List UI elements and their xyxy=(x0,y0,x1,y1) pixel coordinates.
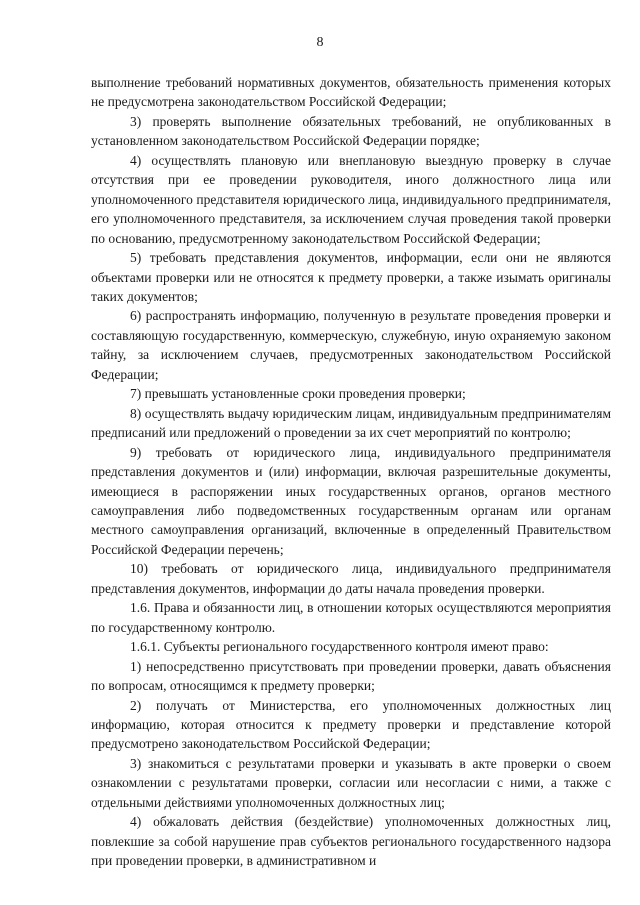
paragraph-item-4: 4) осуществлять плановую или внеплановую выездную проверку в случае отсутствия при ее проведении руководителя, иного должностного лица или уполномоченного представителя юридического лица, индивидуального предпринимателя, его уполномоченного представителя, за исключением случая проведения такой проверки по основанию, предусмотренному законодательством Российской Федерации; xyxy=(91,152,611,246)
right-item-2: 2) получать от Министерства, его уполномоченных должностных лиц информацию, которая относится к предмету проверки и представление которой предусмотрено законодательством Российской Федерации; xyxy=(91,697,611,752)
paragraph-item-10: 10) требовать от юридического лица, индивидуального предпринимателя представления документов, информации до даты начала проведения проверки. xyxy=(91,561,611,596)
right-item-1: 1) непосредственно присутствовать при проведении проверки, давать объяснения по вопросам, относящимся к предмету проверки; xyxy=(91,658,611,694)
right-item-4: 4) обжаловать действия (бездействие) уполномоченных должностных лиц, повлекшие за собой нарушение прав субъектов регионального государственного надзора при проведении проверки, в административном и xyxy=(91,814,611,869)
paragraph-item-9: 9) требовать от юридического лица, индивидуального предпринимателя представления документов и (или) информации, включая разрешительные документы, имеющиеся в распоряжении иных государственных органов, органов местного самоуправления либо подведомственных государственным органам или органам местного самоуправления организаций, включенные в определенный Правительством Российской Федерации перечень; xyxy=(91,444,611,557)
paragraph-item-8: 8) осуществлять выдачу юридическим лицам, индивидуальным предпринимателям предписаний или предложений о проведении за их счет мероприятий по контролю; xyxy=(91,405,611,441)
paragraph-item-6: 6) распространять информацию, полученную в результате проведения проверки и составляющую государственную, коммерческую, служебную, иную охраняемую законом тайну, за исключением случаев, предусмотренных законодательством Российской Федерации; xyxy=(91,308,611,382)
paragraph-item-5: 5) требовать представления документов, информации, если они не являются объектами проверки или не относятся к предмету проверки, а также изымать оригиналы таких документов; xyxy=(91,250,611,304)
paragraph-continuation: выполнение требований нормативных документов, обязательность применения которых не предусмотрена законодательством Российской Федерации; xyxy=(91,75,611,110)
paragraph-item-3: 3) проверять выполнение обязательных требований, не опубликованных в установленном законодательством Российской Федерации порядке; xyxy=(91,113,611,149)
document-body xyxy=(91,73,611,871)
section-heading-1-6: 1.6. Права и обязанности лиц, в отношении которых осуществляются мероприятия по государственному контролю. xyxy=(91,600,611,635)
right-item-3: 3) знакомиться с результатами проверки и указывать в акте проверки о своем ознакомлении с результатами проверки, согласии или несогласии с ними, а также с отдельными действиями уполномоченных должностных лиц; xyxy=(91,755,611,810)
subsection-heading-1-6-1: 1.6.1. Субъекты регионального государственного контроля имеют право: xyxy=(130,639,549,655)
page-number: 8 xyxy=(316,35,324,50)
paragraph-item-7: 7) превышать установленные сроки проведения проверки; xyxy=(130,386,466,402)
